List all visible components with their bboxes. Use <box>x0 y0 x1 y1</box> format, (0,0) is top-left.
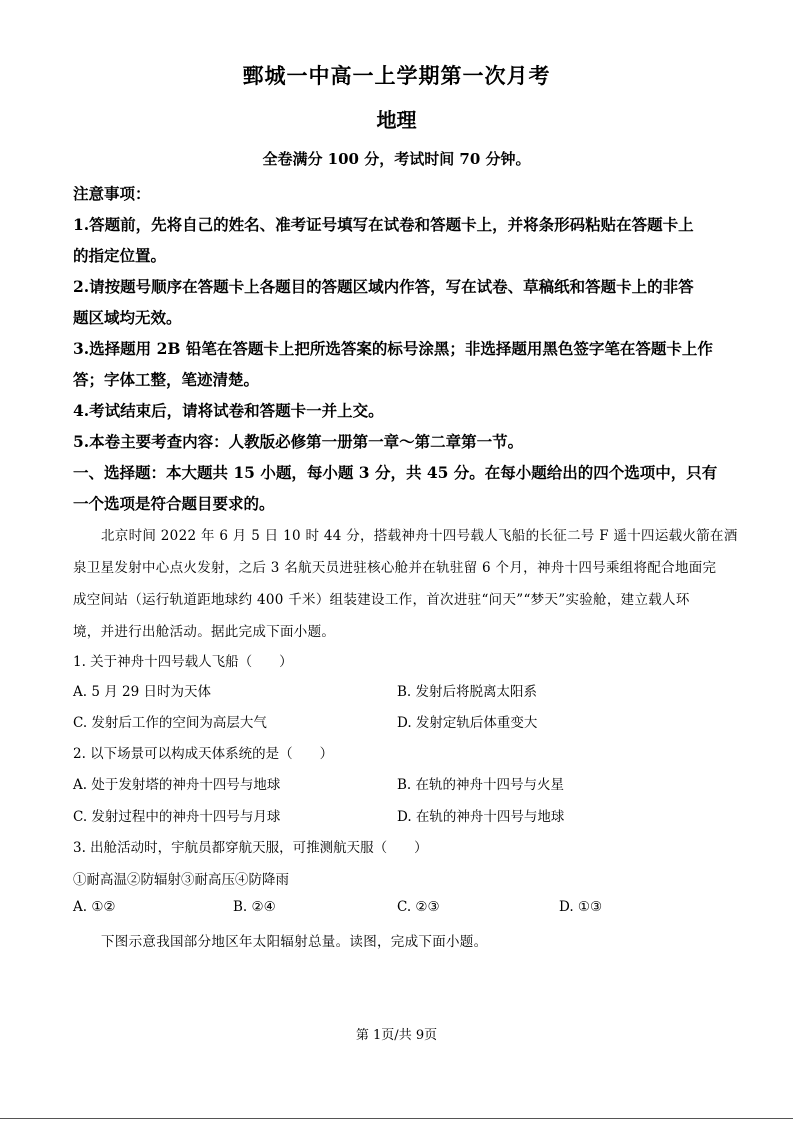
passage-1-line-2: 泉卫星发射中心点火发射，之后 3 名航天员进驻核心舱并在轨驻留 6 个月，神舟十四号乘组将配合地面完 <box>73 560 717 576</box>
note-3-line-2: 答；字体工整，笔迹清楚。 <box>73 370 260 389</box>
question-1-option-b: B. 发射后将脱离太阳系 <box>397 684 538 700</box>
note-2-line-1: 2.请按题号顺序在答题卡上各题目的答题区域内作答，写在试卷、草稿纸和答题卡上的非答 <box>73 277 694 296</box>
question-3-option-a: A. ①② <box>73 899 116 915</box>
exam-title: 鄄城一中高一上学期第一次月考 <box>242 63 551 88</box>
question-1-option-d: D. 发射定轨后体重变大 <box>397 715 538 731</box>
passage-1-line-3: 成空间站（运行轨道距地球约 400 千米）组装建设工作，首次进驻“问天”“梦天”实验舱，建立载人环 <box>73 592 690 608</box>
question-3-option-c: C. ②③ <box>397 899 440 915</box>
question-3-stem: 3. 出舱活动时，宇航员都穿航天服，可推测航天服（ ） <box>73 840 428 856</box>
question-1-option-a: A. 5 月 29 日时为天体 <box>73 684 211 700</box>
passage-1-line-1: 北京时间 2022 年 6 月 5 日 10 时 44 分，搭载神舟十四号载人飞船的长征二号 F 遥十四运载火箭在酒 <box>101 528 738 544</box>
note-5: 5.本卷主要考查内容：人教版必修第一册第一章～第二章第一节。 <box>73 432 524 451</box>
question-3-option-b: B. ②④ <box>233 899 276 915</box>
question-1-option-c: C. 发射后工作的空间为高层大气 <box>73 715 267 731</box>
subject-title: 地理 <box>376 108 417 132</box>
question-2-stem: 2. 以下场景可以构成天体系统的是（ ） <box>73 746 334 762</box>
question-3-statements: ①耐高温②防辐射③耐高压④防降雨 <box>73 872 289 888</box>
passage-1-line-4: 境，并进行出舱活动。据此完成下面小题。 <box>73 624 336 640</box>
note-4: 4.考试结束后，请将试卷和答题卡一并上交。 <box>73 401 384 420</box>
question-2-option-b: B. 在轨的神舟十四号与火星 <box>397 777 565 793</box>
section-heading-line-1: 一、选择题：本大题共 15 小题，每小题 3 分，共 45 分。在每小题给出的四个选项中，只有 <box>73 463 718 482</box>
note-1-line-1: 1.答题前，先将自己的姓名、准考证号填写在试卷和答题卡上，并将条形码粘贴在答题卡上 <box>73 215 694 234</box>
question-1-stem: 1. 关于神舟十四号载人飞船（ ） <box>73 654 293 670</box>
page-bottom-border <box>0 1118 793 1119</box>
note-1-line-2: 的指定位置。 <box>73 246 167 265</box>
page-number-footer: 第 1页/共 9页 <box>355 1028 438 1043</box>
notes-heading: 注意事项： <box>73 184 151 203</box>
question-2-option-a: A. 处于发射塔的神舟十四号与地球 <box>73 777 281 793</box>
note-3-line-1: 3.选择题用 2B 铅笔在答题卡上把所选答案的标号涂黑；非选择题用黑色签字笔在答题卡上作 <box>73 339 713 358</box>
note-2-line-2: 题区域均无效。 <box>73 308 182 327</box>
section-heading-line-2: 一个选项是符合题目要求的。 <box>73 494 275 513</box>
question-2-option-d: D. 在轨的神舟十四号与地球 <box>397 809 565 825</box>
question-2-option-c: C. 发射过程中的神舟十四号与月球 <box>73 809 281 825</box>
passage-2-line-1: 下图示意我国部分地区年太阳辐射总量。读图，完成下面小题。 <box>101 934 488 950</box>
exam-info: 全卷满分 100 分，考试时间 70 分钟。 <box>262 150 531 168</box>
question-3-option-d: D. ①③ <box>559 899 603 915</box>
